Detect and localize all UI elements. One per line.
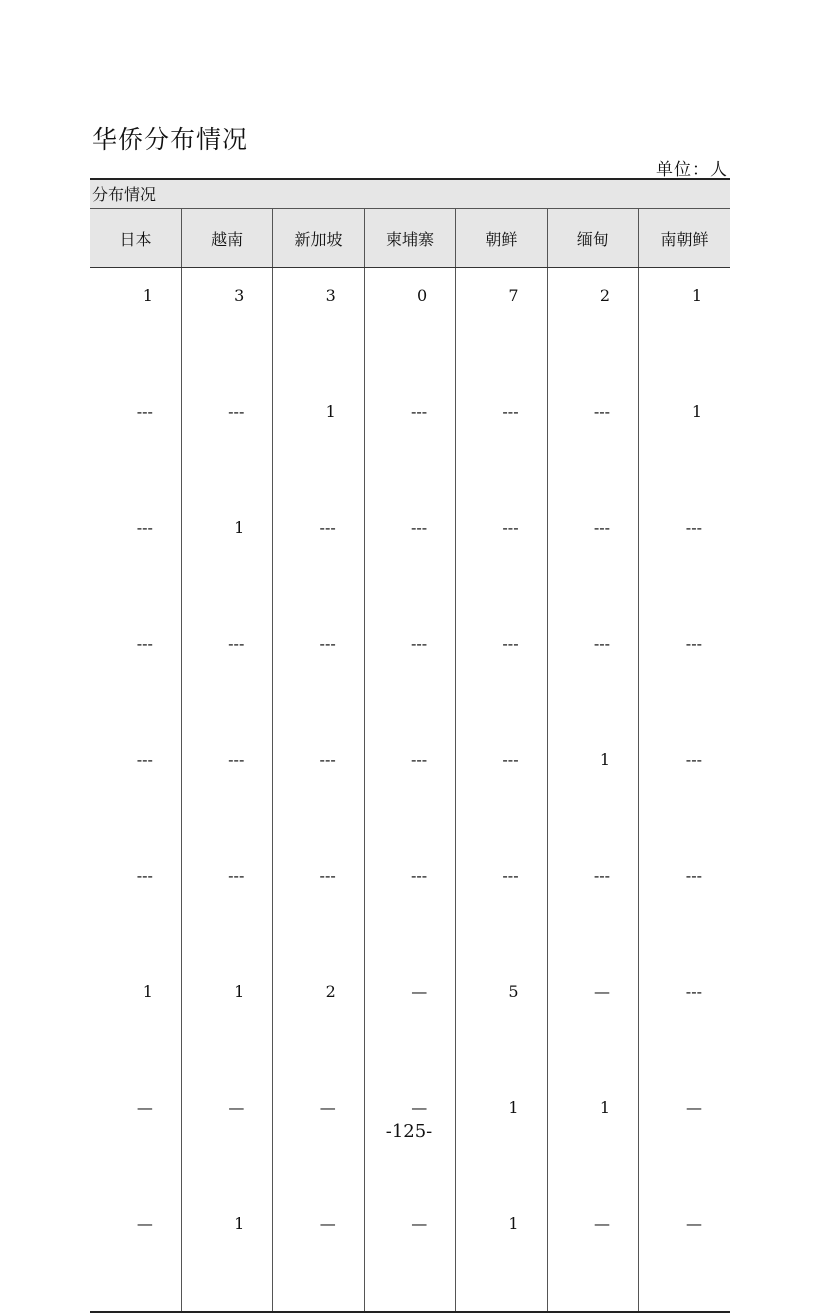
table-cell: --- [273, 847, 364, 963]
column-header: 日本 [90, 209, 181, 268]
table-cell: 2 [273, 963, 364, 1079]
table-cell: --- [364, 615, 455, 731]
table-cell: --- [181, 731, 272, 847]
table-body [90, 268, 730, 1312]
table-cell: — [364, 1195, 455, 1311]
table-cell: --- [639, 847, 730, 963]
table-cell: 5 [456, 963, 547, 1079]
table-cell: --- [456, 731, 547, 847]
table-cell: — [547, 1195, 638, 1311]
table-cell: --- [547, 499, 638, 615]
page-title: 华侨分布情况 [92, 125, 249, 154]
distribution-table [90, 178, 730, 1313]
table-cell: --- [639, 499, 730, 615]
table-cell: --- [273, 731, 364, 847]
table-cell: --- [639, 963, 730, 1079]
table-cell: 1 [181, 499, 272, 615]
column-header: 南朝鲜 [639, 209, 730, 268]
table-cell: 1 [142, 286, 153, 305]
table-cell: — [273, 1195, 364, 1311]
table-cell: — [364, 963, 455, 1079]
table-cell: --- [136, 518, 153, 537]
table-cell: --- [136, 402, 153, 421]
table-cell: — [136, 1098, 153, 1117]
table-cell: --- [547, 847, 638, 963]
table-cell: 1 [456, 1195, 547, 1311]
table-cell: 1 [181, 963, 272, 1079]
table-cell: --- [364, 383, 455, 499]
table-cell: --- [136, 866, 153, 885]
column-header: 新加坡 [273, 209, 364, 268]
table-cell: — [273, 1079, 364, 1195]
table-cell: — [639, 1195, 730, 1311]
table-row [90, 615, 730, 731]
table-cell: --- [364, 499, 455, 615]
table-cell: 1 [639, 268, 730, 384]
table-cell: 3 [273, 268, 364, 384]
table-cell: --- [456, 383, 547, 499]
table-cell: --- [136, 750, 153, 769]
table-cell: 1 [639, 383, 730, 499]
table-cell: --- [639, 615, 730, 731]
column-header: 缅甸 [547, 209, 638, 268]
table-cell: 2 [547, 268, 638, 384]
table-cell: 1 [181, 1195, 272, 1311]
column-header: 越南 [181, 209, 272, 268]
table-cell: — [639, 1079, 730, 1195]
table-cell: 1 [547, 1079, 638, 1195]
table-cell: --- [364, 847, 455, 963]
table-cell: — [364, 1079, 455, 1195]
table-cell: --- [181, 615, 272, 731]
table-cell: --- [456, 847, 547, 963]
column-header: 柬埔寨 [364, 209, 455, 268]
unit-label: 单位：人 [656, 160, 728, 180]
table-row [90, 1195, 730, 1311]
page-number: -125- [385, 1121, 433, 1142]
table-cell: --- [456, 615, 547, 731]
column-header-row [90, 209, 730, 268]
table-cell: 1 [456, 1079, 547, 1195]
table-row [90, 731, 730, 847]
table-row [90, 268, 730, 384]
table-cell: — [547, 963, 638, 1079]
table-cell: 1 [547, 731, 638, 847]
table-cell: 7 [456, 268, 547, 384]
table-row [90, 499, 730, 615]
table-row [90, 963, 730, 1079]
column-header: 朝鲜 [456, 209, 547, 268]
table-cell: 1 [142, 982, 153, 1001]
table-cell: --- [181, 847, 272, 963]
table-cell: --- [547, 383, 638, 499]
table-cell: 0 [364, 268, 455, 384]
table-cell: --- [181, 383, 272, 499]
table-cell: — [181, 1079, 272, 1195]
table-row [90, 847, 730, 963]
table-cell: — [136, 1214, 153, 1233]
data-table [90, 209, 730, 1311]
table-row [90, 383, 730, 499]
table-cell: --- [456, 499, 547, 615]
table-cell: --- [639, 731, 730, 847]
section-header: 分布情况 [90, 180, 730, 209]
table-cell: --- [364, 731, 455, 847]
table-cell: --- [273, 499, 364, 615]
table-cell: --- [136, 634, 153, 653]
table-cell: 1 [273, 383, 364, 499]
table-cell: --- [273, 615, 364, 731]
table-cell: 3 [181, 268, 272, 384]
table-cell: --- [547, 615, 638, 731]
